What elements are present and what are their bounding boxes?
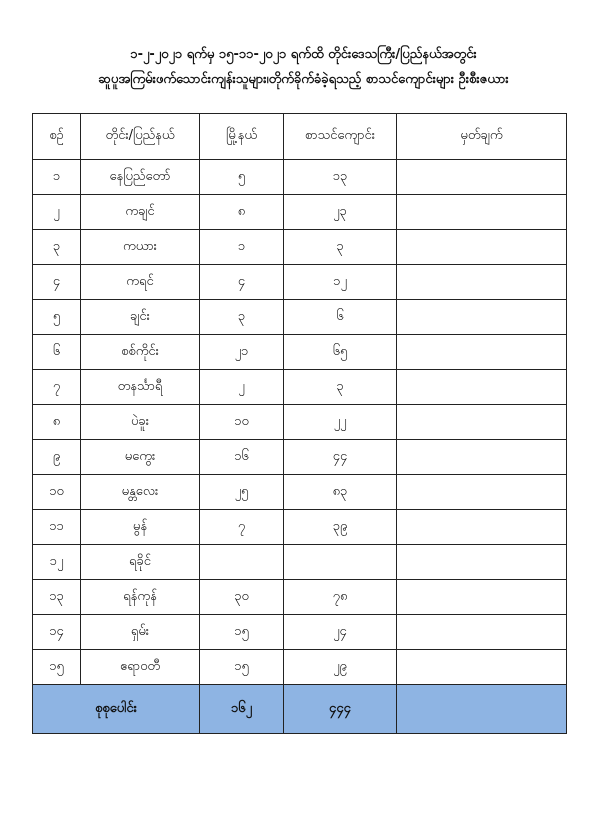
cell-no: ၉: [33, 440, 81, 475]
cell-township: ၇: [200, 510, 284, 545]
cell-remarks: [397, 230, 567, 265]
header-region: တိုင်း/ပြည်နယ်: [81, 114, 200, 160]
cell-region: စစ်ကိုင်း: [81, 335, 200, 370]
cell-schools: ၃: [284, 230, 397, 265]
cell-schools: ၆: [284, 300, 397, 335]
table-row: [33, 160, 567, 195]
cell-township: ၁၆: [200, 440, 284, 475]
cell-schools: ၁၂: [284, 265, 397, 300]
cell-schools: ၄၄: [284, 440, 397, 475]
cell-schools: ၈၃: [284, 475, 397, 510]
cell-no: ၁၄: [33, 615, 81, 650]
cell-no: ၁၃: [33, 580, 81, 615]
cell-remarks: [397, 475, 567, 510]
table-row: [33, 475, 567, 510]
cell-township: ၃: [200, 300, 284, 335]
table-row: [33, 440, 567, 475]
total-row: [33, 685, 567, 734]
table-header-row: [33, 114, 567, 160]
cell-remarks: [397, 615, 567, 650]
cell-remarks: [397, 545, 567, 580]
header-no: စဉ်: [33, 114, 81, 160]
cell-no: ၃: [33, 230, 81, 265]
cell-region: ကချင်: [81, 195, 200, 230]
cell-no: ၂: [33, 195, 81, 230]
cell-remarks: [397, 405, 567, 440]
cell-township: ၂၁: [200, 335, 284, 370]
cell-remarks: [397, 195, 567, 230]
cell-no: ၁၂: [33, 545, 81, 580]
cell-region: မန္တလေး: [81, 475, 200, 510]
cell-township: ၅: [200, 160, 284, 195]
cell-township: ၁၅: [200, 650, 284, 685]
header-remarks: မှတ်ချက်: [397, 114, 567, 160]
cell-township: ၄: [200, 265, 284, 300]
total-township: ၁၆၂: [200, 685, 284, 734]
table-row: [33, 335, 567, 370]
cell-schools: ၂၄: [284, 615, 397, 650]
cell-region: ကယား: [81, 230, 200, 265]
cell-no: ၁၁: [33, 510, 81, 545]
cell-remarks: [397, 265, 567, 300]
cell-region: တနင်္သာရီ: [81, 370, 200, 405]
table-row: [33, 510, 567, 545]
cell-remarks: [397, 650, 567, 685]
cell-region: ရှမ်း: [81, 615, 200, 650]
cell-township: ၁၅: [200, 615, 284, 650]
cell-schools: ၂၃: [284, 195, 397, 230]
cell-remarks: [397, 440, 567, 475]
cell-no: ၇: [33, 370, 81, 405]
cell-township: ၃၀: [200, 580, 284, 615]
cell-remarks: [397, 510, 567, 545]
table-row: [33, 300, 567, 335]
cell-no: ၁၀: [33, 475, 81, 510]
cell-schools: ၃၉: [284, 510, 397, 545]
table-row: [33, 265, 567, 300]
document-title-line-1: ၁-၂-၂၀၂၁ ရက်မှ ၁၅-၁၁-၂၀၂၁ ရက်ထိ တိုင်းဒေသကြီး/ပြည်နယ်အတွင်း: [130, 47, 477, 62]
table-row: [33, 545, 567, 580]
cell-remarks: [397, 300, 567, 335]
cell-region: ရခိုင်: [81, 545, 200, 580]
cell-region: ရန်ကုန်: [81, 580, 200, 615]
table-row: [33, 195, 567, 230]
cell-no: ၆: [33, 335, 81, 370]
table-row: [33, 405, 567, 440]
cell-no: ၅: [33, 300, 81, 335]
cell-township: [200, 545, 284, 580]
table-row: [33, 370, 567, 405]
cell-township: ၂၅: [200, 475, 284, 510]
cell-no: ၄: [33, 265, 81, 300]
table-row: [33, 615, 567, 650]
cell-township: ၁: [200, 230, 284, 265]
cell-remarks: [397, 370, 567, 405]
cell-schools: ၂၉: [284, 650, 397, 685]
cell-no: ၈: [33, 405, 81, 440]
cell-schools: ၆၅: [284, 335, 397, 370]
total-remarks: [397, 685, 567, 734]
cell-region: ပဲခူး: [81, 405, 200, 440]
cell-township: ၁၀: [200, 405, 284, 440]
schools-table: [32, 113, 567, 734]
cell-no: ၁၅: [33, 650, 81, 685]
cell-region: ဧရာဝတီ: [81, 650, 200, 685]
cell-schools: ၃: [284, 370, 397, 405]
total-schools: ၄၄၄: [284, 685, 397, 734]
table-row: [33, 650, 567, 685]
cell-region: နေပြည်တော်: [81, 160, 200, 195]
table-row: [33, 230, 567, 265]
cell-township: ၈: [200, 195, 284, 230]
cell-remarks: [397, 335, 567, 370]
cell-schools: ၁၃: [284, 160, 397, 195]
table-row: [33, 580, 567, 615]
cell-schools: [284, 545, 397, 580]
cell-remarks: [397, 160, 567, 195]
cell-region: ချင်း: [81, 300, 200, 335]
cell-region: ကရင်: [81, 265, 200, 300]
total-label: စုစုပေါင်း: [33, 685, 200, 734]
cell-no: ၁: [33, 160, 81, 195]
cell-remarks: [397, 580, 567, 615]
cell-schools: ၇၈: [284, 580, 397, 615]
cell-region: မကွေး: [81, 440, 200, 475]
header-schools: စာသင်ကျောင်း: [284, 114, 397, 160]
header-township: မြို့နယ်: [200, 114, 284, 160]
document-title-line-2: ဆူပူအကြမ်းဖက်သောင်းကျန်းသူများ၊တိုက်ခိုက်ခံခဲ့ရသည့် စာသင်ကျောင်းများ ဦးစီးဇယား: [98, 72, 509, 87]
cell-region: မွန်: [81, 510, 200, 545]
cell-schools: ၂၂: [284, 405, 397, 440]
cell-township: ၂: [200, 370, 284, 405]
